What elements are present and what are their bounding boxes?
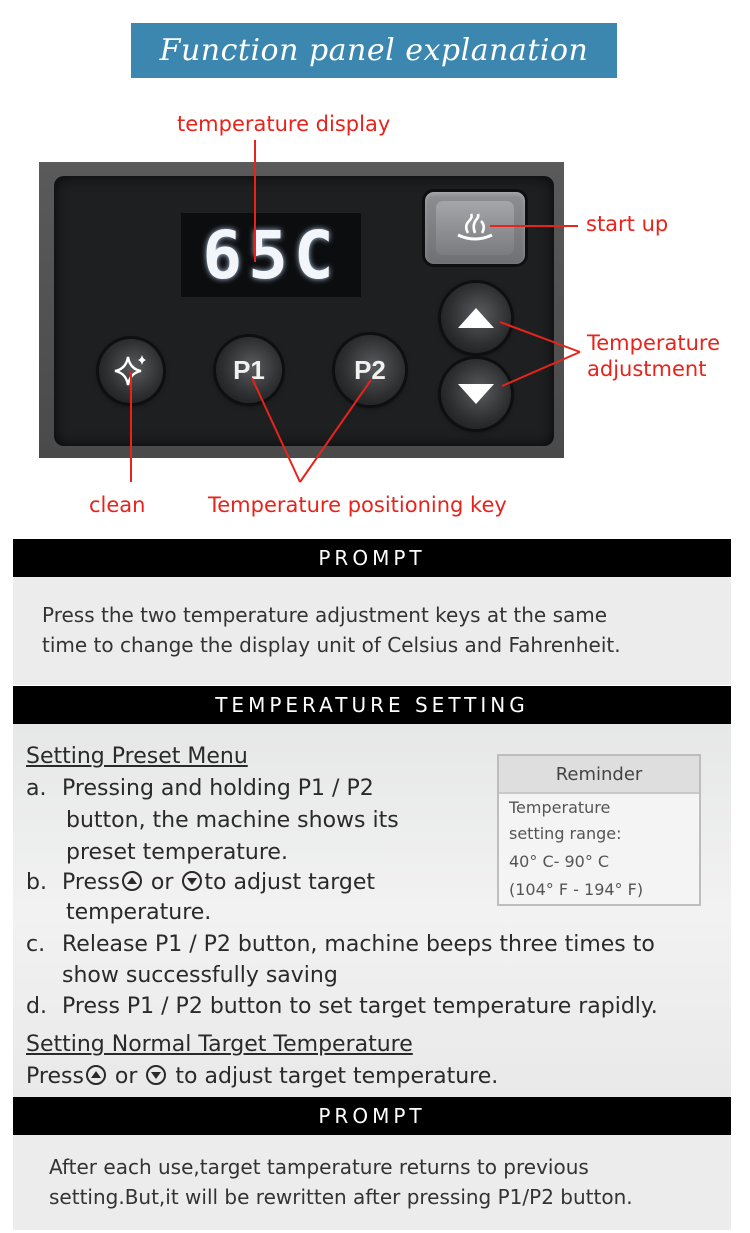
step-c-marker: c. — [26, 932, 46, 957]
temperature-adjustment-label — [587, 330, 720, 382]
step-c-text: Release P1 / P2 button, machine beeps three times to — [62, 932, 655, 957]
temperature-display — [181, 213, 361, 297]
steam-icon — [454, 213, 496, 243]
prompt-bar — [13, 1097, 731, 1135]
step-c-line2: show successfully saving — [62, 963, 338, 988]
step-b-press: Press — [62, 870, 120, 895]
triangle-down-icon — [456, 382, 496, 406]
sparkle-icon — [111, 351, 151, 391]
page-title-text: Function panel explanation — [159, 33, 589, 68]
step-b-or: or — [150, 870, 174, 895]
reminder-line: (104° F - 194° F) — [509, 880, 644, 899]
reminder-line: setting range: — [509, 824, 622, 843]
normal-target-line — [26, 1064, 498, 1089]
normal-or: or — [114, 1064, 138, 1089]
start-up-button[interactable] — [425, 192, 525, 264]
normal-rest: to adjust target temperature. — [175, 1064, 499, 1089]
normal-press: Press — [26, 1064, 84, 1089]
step-a-marker: a. — [26, 776, 47, 801]
prompt-bar — [13, 539, 731, 577]
step-c-line1 — [26, 932, 655, 957]
temperature-adjustment-label-line2: adjustment — [587, 357, 707, 381]
temperature-positioning-key-label: Temperature positioning key — [208, 493, 507, 517]
step-a-line3: preset temperature. — [66, 840, 288, 865]
prompt-text — [49, 1152, 725, 1212]
temperature-display-label: temperature display — [177, 112, 391, 136]
normal-target-heading: Setting Normal Target Temperature — [26, 1032, 413, 1057]
p2-button-label: P2 — [354, 354, 386, 385]
step-a-line2: button, the machine shows its — [66, 808, 399, 833]
temperature-down-button[interactable] — [441, 359, 511, 429]
temperature-setting-bar — [13, 686, 731, 724]
circle-down-icon — [182, 871, 202, 891]
circle-down-icon — [146, 1065, 166, 1085]
prompt-text-line: After each use,target tamperature returns to previous — [49, 1155, 589, 1179]
reminder-title: Reminder — [499, 756, 699, 794]
circle-up-icon — [122, 871, 142, 891]
step-d-marker: d. — [26, 994, 47, 1019]
prompt-text — [42, 600, 722, 660]
reminder-box — [497, 754, 701, 906]
temperature-up-button[interactable] — [441, 283, 511, 353]
step-a-line1 — [26, 776, 374, 801]
step-b-marker: b. — [26, 870, 47, 895]
step-a-text: Pressing and holding P1 / P2 — [62, 776, 374, 801]
step-b-line2: temperature. — [66, 900, 212, 925]
circle-up-icon — [86, 1065, 106, 1085]
clean-label: clean — [89, 493, 146, 517]
prompt-text-line: time to change the display unit of Celsius and Fahrenheit. — [42, 633, 621, 657]
temperature-display-value: 65C — [202, 216, 340, 294]
prompt-text-line: setting.But,it will be rewritten after pressing P1/P2 button. — [49, 1185, 633, 1209]
start-up-button-face — [436, 201, 514, 255]
reminder-line: 40° C- 90° C — [509, 852, 610, 871]
start-up-label: start up — [586, 212, 669, 236]
prompt-title: PROMPT — [318, 546, 426, 570]
step-b-rest: to adjust target — [204, 870, 375, 895]
p1-button[interactable] — [216, 337, 282, 403]
temperature-setting-title: TEMPERATURE SETTING — [215, 693, 529, 717]
preset-menu-heading: Setting Preset Menu — [26, 744, 248, 769]
p2-button[interactable] — [335, 335, 405, 405]
p1-button-label: P1 — [233, 354, 265, 385]
prompt-title: PROMPT — [318, 1104, 426, 1128]
step-d-text: Press P1 / P2 button to set target temperature rapidly. — [62, 994, 658, 1019]
step-b-line1 — [26, 870, 375, 895]
reminder-line: Temperature — [509, 798, 611, 817]
temperature-adjustment-label-line1: Temperature — [587, 331, 721, 355]
prompt-text-line: Press the two temperature adjustment keys at the same — [42, 603, 608, 627]
step-d-line1 — [26, 994, 658, 1019]
page-title — [131, 23, 617, 78]
clean-button[interactable] — [99, 339, 163, 403]
triangle-up-icon — [456, 306, 496, 330]
